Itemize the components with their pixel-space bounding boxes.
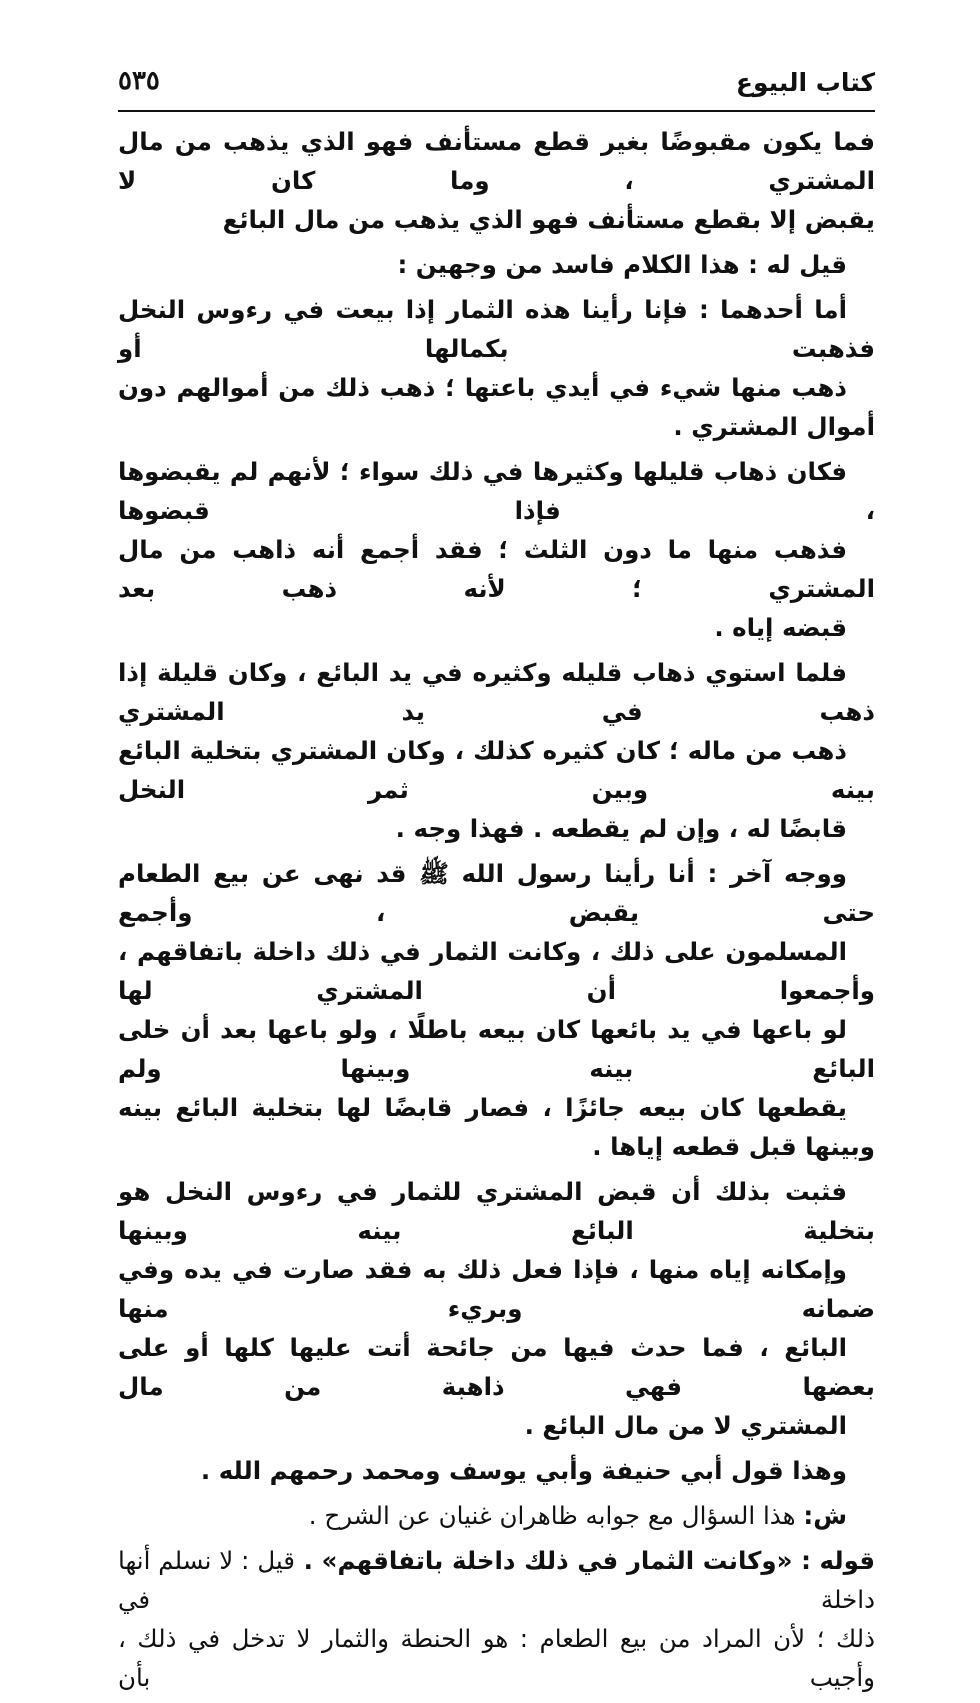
text-line: فلما استوي ذهاب قليله وكثيره في يد البائع ، وكان قليلة إذا ذهب في يد المشتري: [118, 658, 875, 726]
commentary-text: هذا السؤال مع جوابه ظاهران غنيان عن الشرح .: [308, 1501, 796, 1530]
page-number: ٥٣٥: [118, 66, 160, 96]
main-text: [118, 122, 875, 1703]
paragraph: [118, 1451, 875, 1490]
text-line: فذهب منها ما دون الثلث ؛ فقد أجمع أنه ذاهب من مال المشتري ؛ لأنه ذهب بعد: [118, 535, 875, 603]
text-line: ذهب من ماله ؛ كان كثيره كذلك ، وكان المشتري بتخلية البائع بينه وبين ثمر النخل: [118, 736, 875, 804]
text-line: أما أحدهما : فإنا رأينا هذه الثمار إذا بيعت في رءوس النخل فذهبت بكمالها أو: [118, 295, 875, 363]
quoted-lead: قوله : «وكانت الثمار في ذلك داخلة باتفاقهم» .: [303, 1546, 876, 1575]
final-paragraph: [118, 1541, 875, 1697]
paragraph: [118, 290, 875, 446]
text-line: المشتري لا من مال البائع .: [524, 1411, 847, 1440]
text-line: فثبت بذلك أن قبض المشتري للثمار في رءوس النخل هو بتخلية البائع بينه وبينها: [118, 1177, 875, 1245]
text-line: فكان ذهاب قليلها وكثيرها في ذلك سواء ؛ لأنهم لم يقبضوها ، فإذا قبضوها: [118, 457, 875, 525]
final-line-1-rest: قيل : لا نسلم أنها داخلة في: [118, 1546, 875, 1614]
paragraph: [118, 452, 875, 647]
text-line: قابضًا له ، وإن لم يقطعه . فهذا وجه .: [395, 814, 847, 843]
text-line: قبضه إياه .: [714, 613, 847, 642]
text-line: يقبض إلا بقطع مستأنف فهو الذي يذهب من مال البائع: [222, 205, 875, 234]
page-header: [118, 58, 875, 112]
paragraph: [118, 1172, 875, 1445]
commentary-line: [118, 1496, 875, 1535]
text-line: فما يكون مقبوضًا بغير قطع مستأنف فهو الذي يذهب من مال المشتري ، وما كان لا: [118, 127, 875, 195]
text-line: ووجه آخر : أنا رأينا رسول الله ﷺ قد نهى عن بيع الطعام حتى يقبض ، وأجمع: [118, 859, 875, 927]
text-line: يقطعها كان بيعه جائزًا ، فصار قابضًا لها بتخلية البائع بينه وبينها قبل قطعه إياها .: [118, 1093, 875, 1161]
text-line: المسلمون على ذلك ، وكانت الثمار في ذلك داخلة باتفاقهم ، وأجمعوا أن المشتري لها: [118, 937, 875, 1005]
commentary-paragraph: [118, 1496, 875, 1535]
paragraph: [118, 245, 875, 284]
text-line: البائع ، فما حدث فيها من جائحة أتت عليها كلها أو على بعضها فهي ذاهبة من مال: [118, 1333, 875, 1401]
paragraph: [118, 854, 875, 1166]
paragraph-list: [118, 122, 875, 1490]
text-line: لو باعها في يد بائعها كان بيعه باطلًا ، ولو باعها بعد أن خلى البائع بينه وبينها ولم: [118, 1015, 875, 1083]
text-line: وهذا قول أبي حنيفة وأبي يوسف ومحمد رحمهم الله .: [200, 1456, 847, 1485]
commentary-marker: ش:: [803, 1501, 847, 1530]
text-line: ذهب منها شيء في أيدي باعتها ؛ ذهب ذلك من أموالهم دون أموال المشتري .: [118, 373, 875, 441]
text-line: قيل له : هذا الكلام فاسد من وجهين :: [397, 250, 847, 279]
final-line-2: ذلك ؛ لأن المراد من بيع الطعام : هو الحنطة والثمار لا تدخل في ذلك ، وأجيب بأن: [118, 1624, 875, 1692]
final-line-1: [118, 1541, 875, 1619]
running-title: كتاب البيوع: [735, 68, 875, 97]
text-line: وإمكانه إياه منها ، فإذا فعل ذلك به فقد صارت في يده وفي ضمانه وبريء منها: [118, 1255, 875, 1323]
paragraph: [118, 653, 875, 848]
paragraph: [118, 122, 875, 239]
